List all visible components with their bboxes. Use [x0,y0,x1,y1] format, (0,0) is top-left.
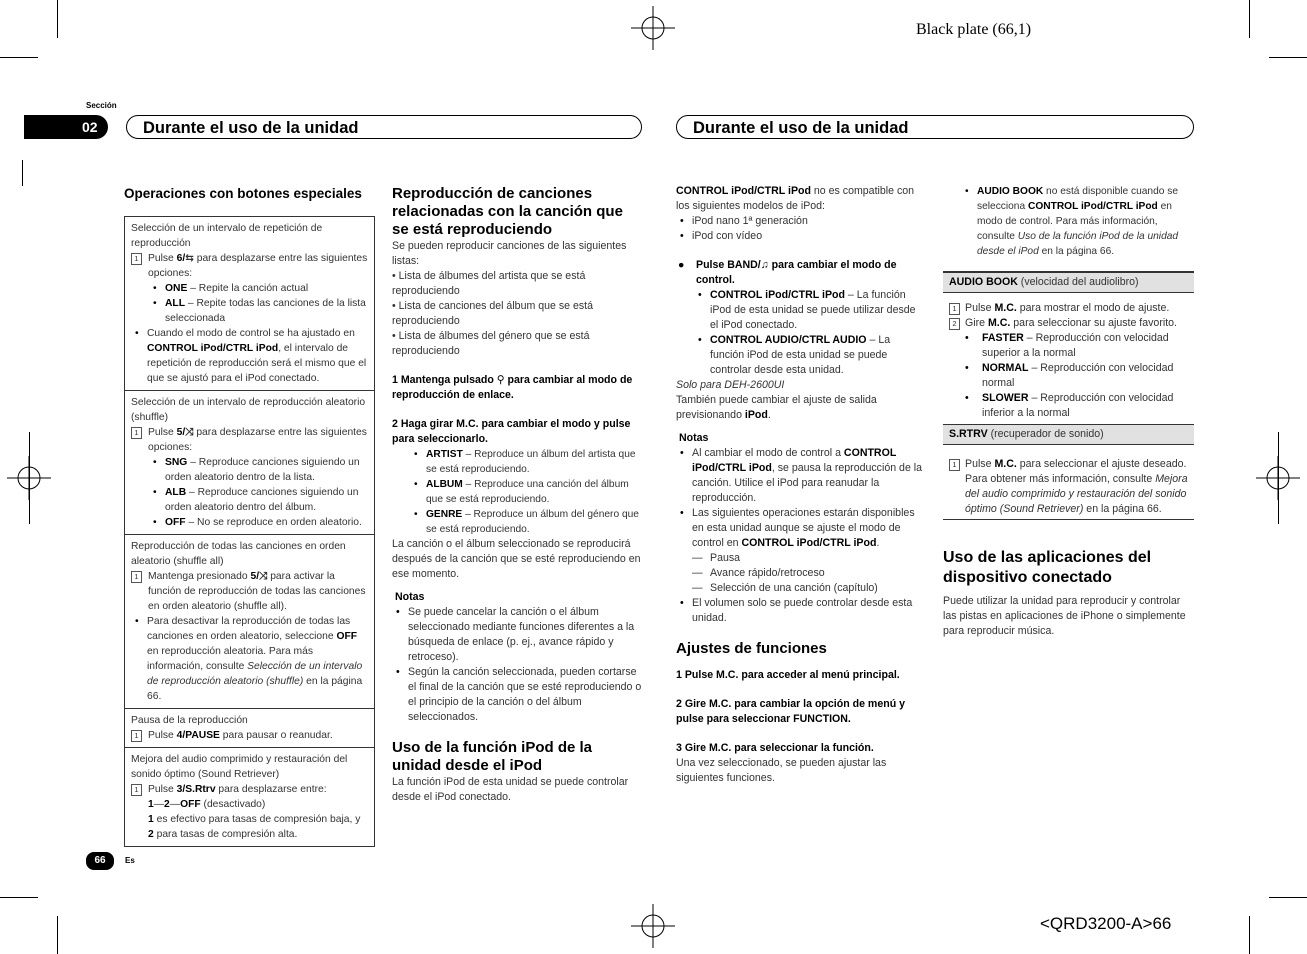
repeat-cell [125,217,374,391]
shuffle-all-cell [125,535,374,709]
header-left-title: Durante el uso de la unidad [143,119,359,137]
repeat-note: • Cuando el modo de control se ha ajustado en CONTROL iPod/CTRL iPod, el intervalo de repetición de reproducción será el mismo que el que se ajustó para el iPod conectado. [131,326,369,386]
col4-title: Uso de las aplicaciones del dispositivo conectado [943,549,1152,586]
shuffle-all-step-1: 1 Mantenga presionado 5/⤨ para activar la función de reproducción de todas las canciones en orden aleatorio (shuffle all). [131,569,369,614]
speed-normal: • NORMAL – Reproducción con velocidad normal [943,361,1194,391]
footer-code: <QRD3200-A>66 [1040,914,1172,933]
col2-note-2: • Según la canción seleccionada, pueden cortarse el final de la canción que se esté reproduciendo o el principio de la canción o del álbum seleccionados. [392,665,642,725]
header-left [126,115,642,139]
col3-note-3: • El volumen solo se puede controlar desde esta unidad. [676,596,926,626]
col3-compat-1: • iPod nano 1ª generación [676,214,926,229]
audio-book-bar: AUDIO BOOK (velocidad del audiolibro) [943,271,1194,293]
shuffle-all-note: • Para desactivar la reproducción de todas las canciones en orden aleatorio, seleccione OFF en reproducción aleatoria. Para más información, consulte Selección de un intervalo de reproducción aleatorio (shuffle) en la página 66. [131,614,369,704]
col3-p1: CONTROL iPod/CTRL iPod no es compatible con los siguientes modelos de iPod: [676,185,915,212]
col4-audiobook-note: • AUDIO BOOK no está disponible cuando se selecciona CONTROL iPod/CTRL iPod en modo de control. Para más información, consulte Uso de la función iPod de la unidad desde el iPod en la página 66. [943,184,1194,259]
shuffle-alb: • ALB – Reproduce canciones siguiendo un orden aleatorio dentro del álbum. [131,485,369,515]
col3-step-1: 1 Pulse M.C. para acceder al menú principal. [676,669,900,681]
operations-box [124,216,375,847]
col3-note-2: • Las siguientes operaciones estarán disponibles en esta unidad aunque se ajuste el modo de control en CONTROL iPod/CTRL iPod. [676,506,926,551]
column-1 [124,185,375,847]
crop-mark [1249,916,1250,954]
col4-step-2: 2 Gire M.C. para seleccionar su ajuste favorito. [943,316,1194,331]
column-2 [392,185,642,805]
col3-title: Ajustes de funciones [676,640,827,657]
speed-slower: • SLOWER – Reproducción con velocidad inferior a la normal [943,391,1194,421]
col3-mode-1: • CONTROL iPod/CTRL iPod – La función iPod de esta unidad se puede utilizar desde el iPod conectado. [676,288,926,333]
col3-mode-2: • CONTROL AUDIO/CTRL AUDIO – La función iPod de esta unidad se puede controlar desde esta unidad. [676,333,926,378]
col2-title-2: Uso de la función iPod de la unidad desde el iPod [392,739,593,774]
link-genre: • GENRE – Reproduce un álbum del género que se está reproduciendo. [392,507,642,537]
speed-faster: • FASTER – Reproducción con velocidad superior a la normal [943,331,1194,361]
music-note-icon: ♫ [760,259,769,271]
repeat-one: • ONE – Repite la canción actual [131,281,369,296]
shuffle-step-1: 1 Pulse 5/⤨ para desplazarse entre las siguientes opciones: [131,425,369,455]
crop-mark [29,432,30,524]
col3-dash-2: — Avance rápido/retroceso [676,566,926,581]
repeat-all: • ALL – Repite todas las canciones de la lista seleccionada [131,296,369,326]
crop-mark [57,0,58,38]
col2-notes-heading: Notas [395,591,425,603]
crop-mark [1249,0,1250,38]
bullet-dot-icon: ● [678,259,685,271]
sound-retriever-sequence: 1—2—OFF (desactivado) [148,799,266,810]
col3-note-1: • Al cambiar el modo de control a CONTROL iPod/CTRL iPod, se pausa la reproducción de la canción. Utilice el iPod para reanudar la reproducción. [676,446,926,506]
sound-retriever-intro: Mejora del audio comprimido y restauración del sonido óptimo (Sound Retriever) [131,754,348,780]
col2-note-1: • Se puede cancelar la canción o el álbum seleccionado mediante funciones diferentes a la búsqueda de enlace (p. ej., avance rápido y retroceso). [392,605,642,665]
col4-p1: Puede utilizar la unidad para reproducir y controlar las pistas en aplicaciones de iPhone o simplemente para reproducir música. [943,595,1186,637]
repeat-icon: ⇆ [185,253,194,264]
shuffle-cell [125,391,374,535]
col3-step-2: 2 Gire M.C. para cambiar la opción de menú y pulse para seleccionar FUNCTION. [676,698,906,725]
pause-step-1: 1 Pulse 4/PAUSE para pausar o reanudar. [131,728,369,743]
sound-retriever-line-2: 1 es efectivo para tasas de compresión baja, y [148,814,361,825]
col2-p2: La canción o el álbum seleccionado se reproducirá después de la canción que se esté reproduciendo en ese momento. [392,538,641,580]
col2-step-2: 2 Haga girar M.C. para cambiar el modo y pulse para seleccionarlo. [392,418,631,445]
col3-dash-3: — Selección de una canción (capítulo) [676,581,926,596]
column-3 [676,184,926,786]
sound-retriever-cell [125,748,374,846]
page-lang: Es [125,856,135,865]
registration-mark-icon [631,904,675,948]
col4-srtrv-step: 1 Pulse M.C. para seleccionar el ajuste deseado. Para obtener más información, consulte Mejora del audio comprimido y restauración del sonido óptimo (Sound Retriever) en la página 66. [943,457,1194,520]
crop-mark [0,57,38,58]
crop-mark [1269,57,1307,58]
shuffle-all-intro: Reproducción de todas las canciones en orden aleatorio (shuffle all) [131,541,346,567]
col2-p3: La función iPod de esta unidad se puede controlar desde el iPod conectado. [392,776,629,803]
header-right-title: Durante el uso de la unidad [693,119,909,137]
col2-l3: • Lista de álbumes del género que se está reproduciendo [392,330,590,357]
col2-l1: • Lista de álbumes del artista que se está reproduciendo [392,270,586,297]
col2-title: Reproducción de canciones relacionadas con la canción que se está reproduciendo [392,185,623,238]
section-number-tab [24,115,108,139]
col3-p2: También puede cambiar el ajuste de salida previsionando iPod. [676,394,877,421]
crop-mark [0,897,38,898]
col3-step-3: 3 Gire M.C. para seleccionar la función. [676,742,874,754]
crop-mark [57,916,58,954]
section-label: Sección [86,101,117,110]
col3-dash-1: — Pausa [676,551,926,566]
crop-mark [22,160,23,186]
link-artist: • ARTIST – Reproduce un álbum del artista que se está reproduciendo. [392,447,642,477]
col2-l2: • Lista de canciones del álbum que se está reproduciendo [392,300,593,327]
link-album: • ALBUM – Reproduce una canción del álbum que se está reproduciendo. [392,477,642,507]
col3-band-step: ● Pulse BAND/♫ para cambiar el modo de control. [678,259,897,286]
sound-retriever-step-1: 1 Pulse 3/S.Rtrv para desplazarse entre: [131,782,369,797]
plate-label: Black plate (66,1) [916,21,1032,38]
pause-intro: Pausa de la reproducción [131,715,248,726]
col1-title: Operaciones con botones especiales [124,186,362,201]
sound-retriever-line-3: 2 para tasas de compresión alta. [148,829,298,840]
shuffle-icon: ⤨ [185,427,194,438]
col3-notes-heading: Notas [679,432,709,444]
repeat-intro: Selección de un intervalo de repetición de reproducción [131,223,323,249]
crop-mark [1269,897,1307,898]
pause-cell [125,709,374,748]
header-right [676,115,1194,139]
col4-step-1: 1 Pulse M.C. para mostrar el modo de ajuste. [943,301,1194,316]
search-icon: ⚲ [496,374,505,386]
registration-mark-icon [631,6,675,50]
repeat-step-1: 1 Pulse 6/⇆ para desplazarse entre las siguientes opciones: [131,251,369,281]
shuffle-off: • OFF – No se reproduce en orden aleatorio. [131,515,369,530]
col2-p1: Se pueden reproducir canciones de las siguientes listas: [392,240,627,267]
shuffle-icon: ⤨ [259,571,268,582]
crop-mark [1278,432,1279,524]
col2-step-1: 1 Mantenga pulsado ⚲ para cambiar al modo de reproducción de enlace. [392,374,633,401]
column-4 [943,184,1194,639]
col3-p3: Una vez seleccionado, se pueden ajustar las siguientes funciones. [676,757,887,784]
col3-solo: Solo para DEH-2600UI [676,379,785,391]
page-number-badge [86,852,114,870]
shuffle-sng: • SNG – Reproduce canciones siguiendo un orden aleatorio dentro de la lista. [131,455,369,485]
section-number: 02 [82,119,98,135]
col3-compat-2: • iPod con vídeo [676,229,926,244]
shuffle-intro: Selección de un intervalo de reproducción aleatorio (shuffle) [131,397,366,423]
page-number: 66 [94,855,106,866]
srtrv-bar: S.RTRV (recuperador de sonido) [943,424,1194,445]
